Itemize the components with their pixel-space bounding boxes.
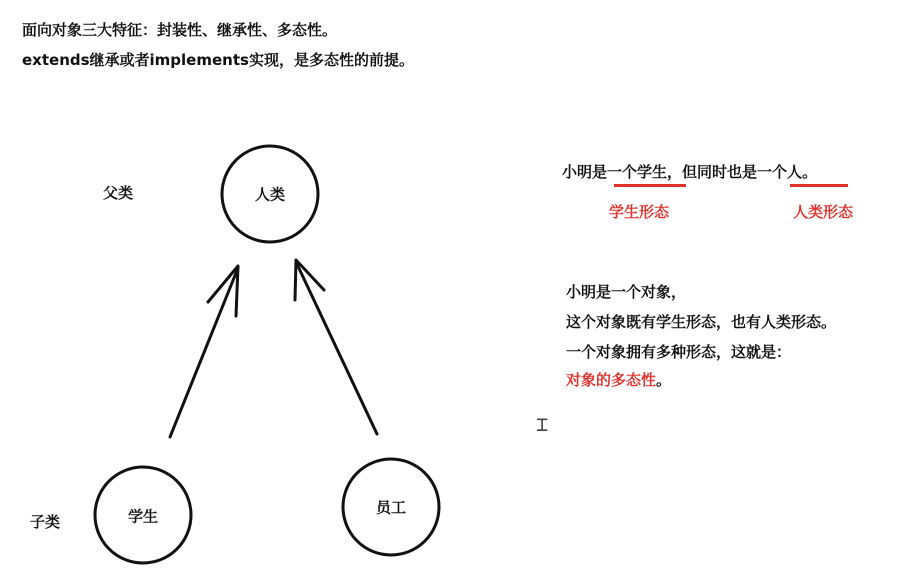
sentence-prefix: 小明是 <box>562 163 608 181</box>
explanation-line-1: 小明是一个对象， <box>566 283 687 301</box>
student-node-label: 学生 <box>127 507 159 526</box>
conclusion-end: 。 <box>656 371 672 389</box>
human-form-annotation: 人类形态 <box>793 203 854 221</box>
sentence-middle: ，但同时也是 <box>667 163 758 181</box>
human-part-underline <box>790 184 848 187</box>
human-node-label: 人类 <box>254 185 286 204</box>
student-part-underline <box>614 184 686 187</box>
text-cursor-icon: ⌶ <box>536 412 549 436</box>
student-to-human-arrow <box>170 266 238 437</box>
explanation-line-2: 这个对象既有学生形态，也有人类形态。 <box>566 313 837 331</box>
employee-node-label: 员工 <box>375 498 407 517</box>
explanation-line-3: 一个对象拥有多种形态，这就是： <box>566 343 792 361</box>
sentence-suffix: 。 <box>802 163 818 181</box>
explanation-conclusion <box>566 370 671 390</box>
intro-line-2: extends继承或者implements实现，是多态性的前提。 <box>22 51 414 69</box>
employee-to-human-arrow <box>295 260 377 434</box>
polymorphism-highlight: 对象的多态性 <box>566 371 657 389</box>
student-form-annotation: 学生形态 <box>609 203 670 221</box>
parent-class-label: 父类 <box>103 184 134 202</box>
intro-line-1: 面向对象三大特征：封装性、继承性、多态性。 <box>22 21 338 39</box>
sentence <box>562 162 817 182</box>
child-class-label: 子类 <box>30 513 61 531</box>
sentence-human-part: 一个人 <box>757 163 803 181</box>
sentence-student-part: 一个学生 <box>607 163 668 181</box>
